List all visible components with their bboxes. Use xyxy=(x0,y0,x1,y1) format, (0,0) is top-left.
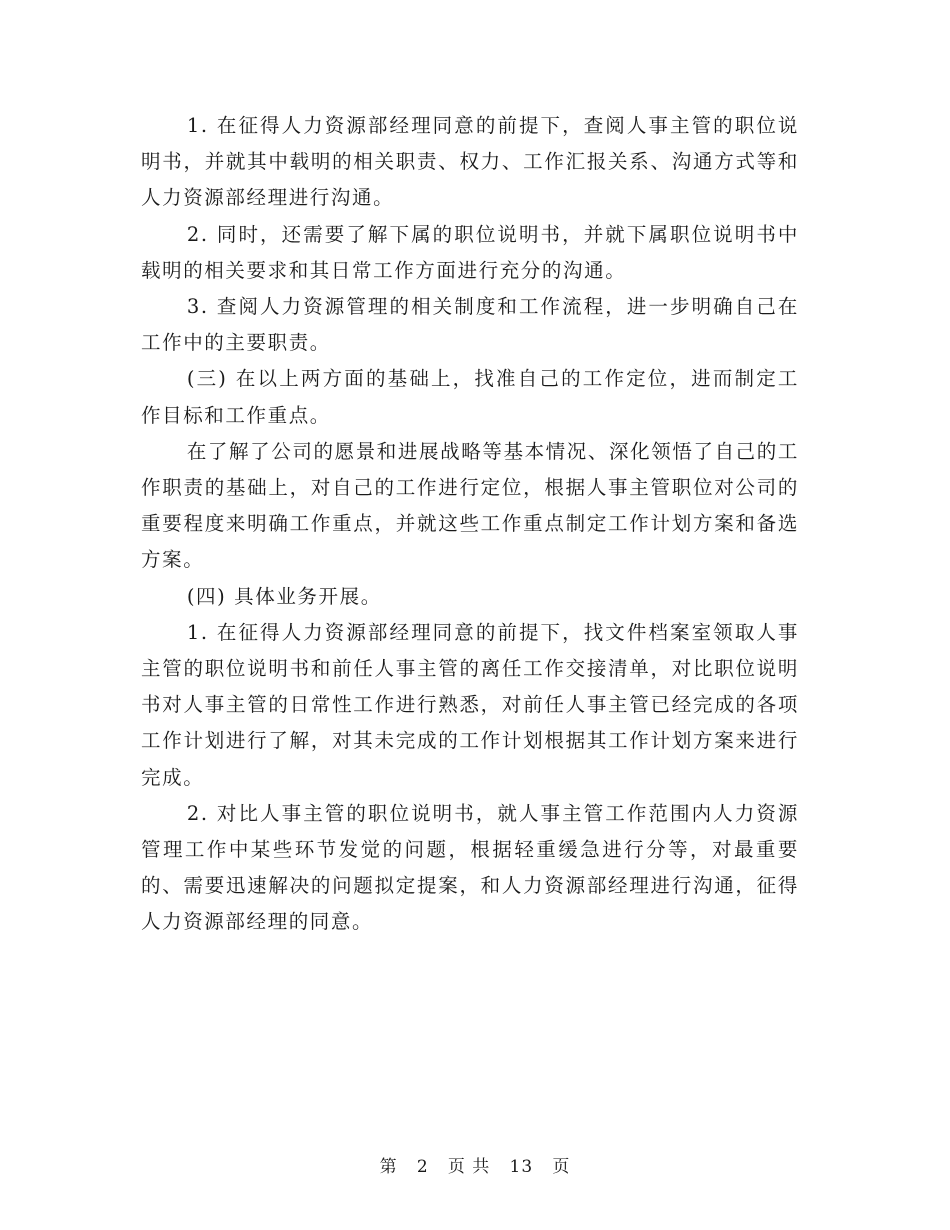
footer-total-pages: 13 xyxy=(509,1157,534,1177)
paragraph-8: 2. 对比人事主管的职位说明书，就人事主管工作范围内人力资源管理工作中某些环节发觉的问题，根据轻重缓急进行分等，对最重要的、需要迅速解决的问题拟定提案，和人力资源部经理进行沟通，征得人力资源部经理的同意。 xyxy=(141,801,799,934)
paragraph-2: 2. 同时，还需要了解下属的职位说明书，并就下属职位说明书中载明的相关要求和其日常工作方面进行充分的沟通。 xyxy=(141,222,799,282)
paragraph-3: 3. 查阅人力资源管理的相关制度和工作流程，进一步明确自己在工作中的主要职责。 xyxy=(141,295,799,355)
footer-prefix: 第 xyxy=(379,1157,398,1177)
paragraph-7: 1. 在征得人力资源部经理同意的前提下，找文件档案室领取人事主管的职位说明书和前任人事主管的离任工作交接清单，对比职位说明书对人事主管的日常性工作进行熟悉，对前任人事主管已经完成的各项工作计划进行了解，对其未完成的工作计划根据其工作计划方案来进行完成。 xyxy=(141,620,799,789)
footer-middle: 页 共 xyxy=(447,1157,491,1177)
paragraph-4: (三) 在以上两方面的基础上，找准自己的工作定位，进而制定工作目标和工作重点。 xyxy=(141,367,799,427)
paragraph-5: 在了解了公司的愿景和进展战略等基本情况、深化领悟了自己的工作职责的基础上，对自己的工作进行定位，根据人事主管职位对公司的重要程度来明确工作重点，并就这些工作重点制定工作计划方案和备选方案。 xyxy=(141,439,799,572)
paragraph-6: (四) 具体业务开展。 xyxy=(186,584,382,608)
page-footer xyxy=(0,1152,950,1177)
footer-current-page: 2 xyxy=(416,1157,429,1177)
document-body xyxy=(141,108,799,941)
footer-suffix: 页 xyxy=(552,1157,571,1177)
paragraph-1: 1. 在征得人力资源部经理同意的前提下，查阅人事主管的职位说明书，并就其中载明的相关职责、权力、工作汇报关系、沟通方式等和人力资源部经理进行沟通。 xyxy=(141,114,799,210)
